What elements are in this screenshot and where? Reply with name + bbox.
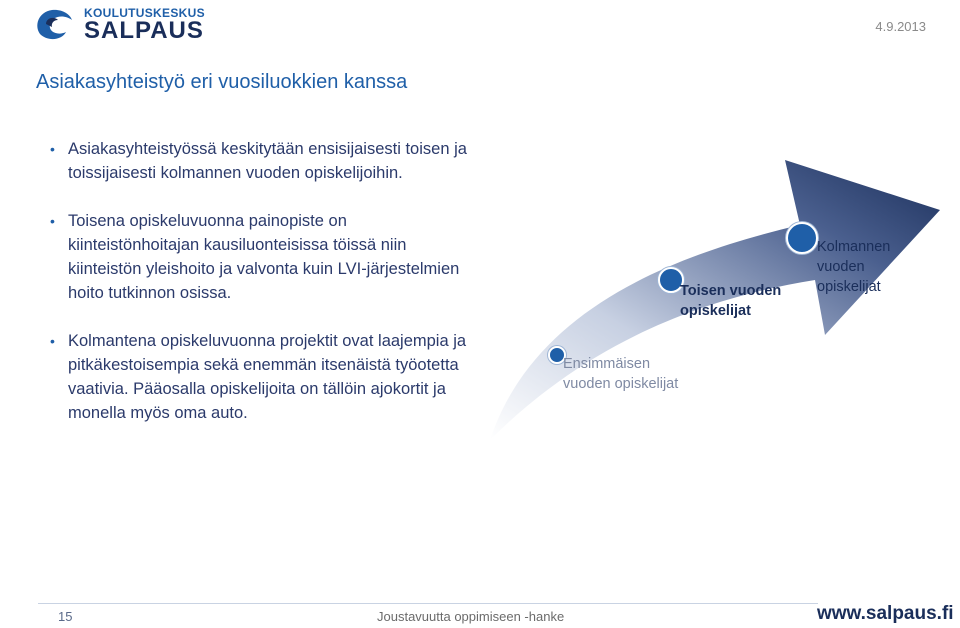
footer-divider bbox=[38, 603, 818, 604]
salpaus-logo-icon bbox=[32, 4, 78, 44]
slide-title: Asiakasyhteistyö eri vuosiluokkien kanssa bbox=[36, 71, 408, 93]
footer-url: www.salpaus.fi bbox=[817, 603, 954, 624]
page-number: 15 bbox=[58, 609, 73, 624]
milestone-dot-third bbox=[786, 222, 818, 254]
bullet-item: • Kolmantena opiskeluvuonna projektit ovat laajempia ja pitkäkestoisempia sekä enemmän itsenäistä työotetta vaativia. Pääosalla opiskelijoita on tällöin ajokortit ja monella myös oma auto. bbox=[48, 329, 468, 425]
bullet-item: • Toisena opiskeluvuonna painopiste on kiinteistönhoitajan kausiluonteisissa töissä niin kiinteistön yleishoito ja valvonta kuin LVI-järjestelmien hoito tutkinnon osissa. bbox=[48, 209, 468, 305]
logo-main-text: SALPAUS bbox=[84, 17, 204, 44]
bullet-item: • Asiakasyhteistyössä keskitytään ensisijaisesti toisen ja toissijaisesti kolmannen vuoden opiskelijoihin. bbox=[48, 137, 468, 185]
salpaus-logo bbox=[32, 4, 205, 44]
logo-top-text: KOULUTUSKESKUS bbox=[84, 6, 205, 20]
label-third-year: Kolmannen vuoden opiskelijat bbox=[817, 239, 891, 295]
label-second-year: Toisen vuoden opiskelijat bbox=[680, 283, 782, 319]
slide-date: 4.9.2013 bbox=[875, 19, 926, 34]
bullet-list bbox=[48, 137, 468, 449]
label-first-year: Ensimmäisen vuoden opiskelijat bbox=[563, 356, 679, 392]
footer-project: Joustavuutta oppimiseen -hanke bbox=[377, 609, 565, 624]
